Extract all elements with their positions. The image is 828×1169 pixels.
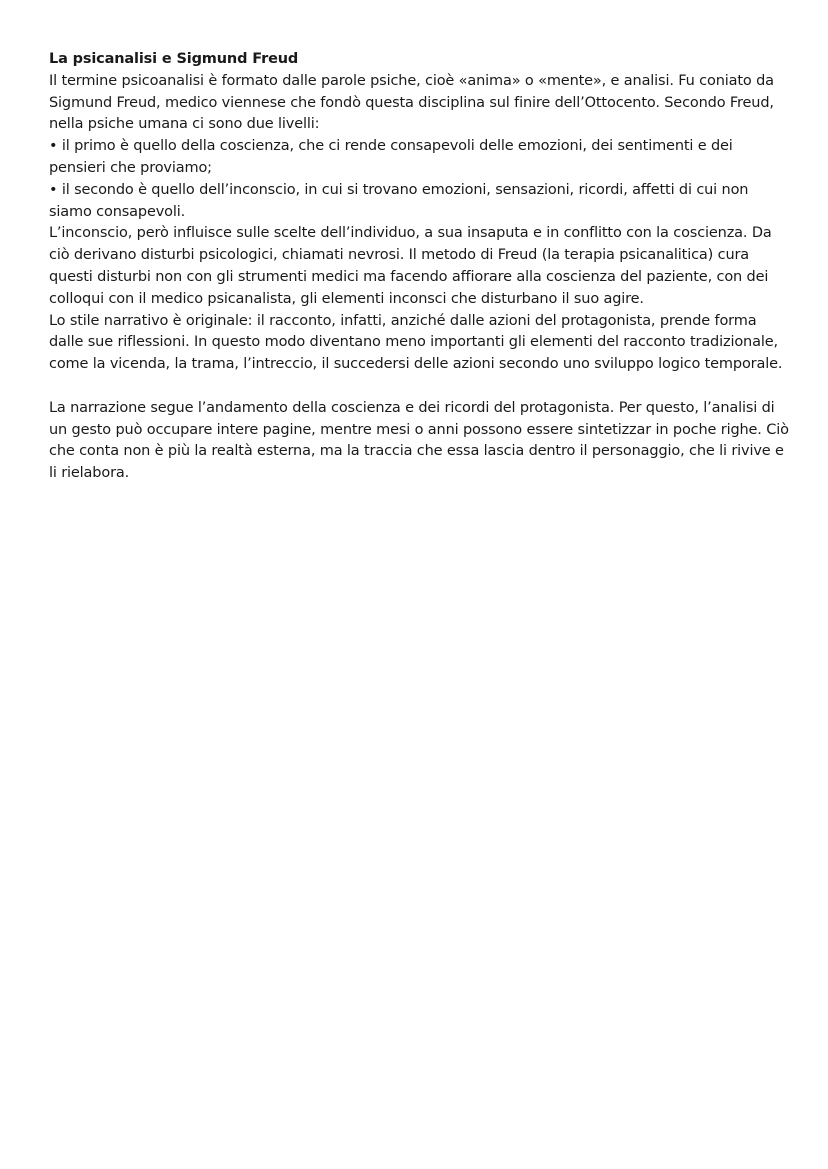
- bullet-consciousness: • il primo è quello della coscienza, che ci rende consapevoli delle emozioni, dei sentimenti e dei pensieri che proviamo;: [49, 138, 733, 176]
- document-title: La psicanalisi e Sigmund Freud: [49, 51, 299, 67]
- paragraph-spacer: [49, 376, 789, 398]
- bullet-unconscious: • il secondo è quello dell’inconscio, in cui si trovano emozioni, sensazioni, ricordi, affetti di cui non siamo consapevoli.: [49, 181, 749, 220]
- intro-paragraph: Il termine psicoanalisi è formato dalle parole psiche, cioè «anima» o «mente», e analisi. Fu coniato da Sigmund Freud, medico viennese che fondò questa disciplina sul finire dell’Ottocento. Secondo Freud, nella psiche umana ci sono due livelli:: [49, 72, 774, 133]
- document-page: [49, 49, 789, 485]
- unconscious-paragraph: L’inconscio, però influisce sulle scelte dell’individuo, a sua insaputa e in conflitto con la coscienza. Da ciò derivano disturbi psicologici, chiamati nevrosi. Il metodo di Freud (la terapia psicanalitica) cura questi disturbi non con gli strumenti medici ma facendo affiorare alla coscienza del paziente, con dei colloqui con il medico psicanalista, gli elementi inconsci che disturbano il suo agire.: [49, 225, 772, 307]
- narration-paragraph: La narrazione segue l’andamento della coscienza e dei ricordi del protagonista. Per questo, l’analisi di un gesto può occupare intere pagine, mentre mesi o anni possono essere sintetizzar in poche righe. Ciò che conta non è più la realtà esterna, ma la traccia che essa lascia dentro il personaggio, che li rivive e li rielabora.: [49, 399, 789, 482]
- narrative-style-paragraph: Lo stile narrativo è originale: il racconto, infatti, anziché dalle azioni del protagonista, prende forma dalle sue riflessioni. In questo modo diventano meno importanti gli elementi del racconto tradizionale, come la vicenda, la trama, l’intreccio, il succedersi delle azioni secondo uno sviluppo logico temporale.: [49, 312, 783, 373]
